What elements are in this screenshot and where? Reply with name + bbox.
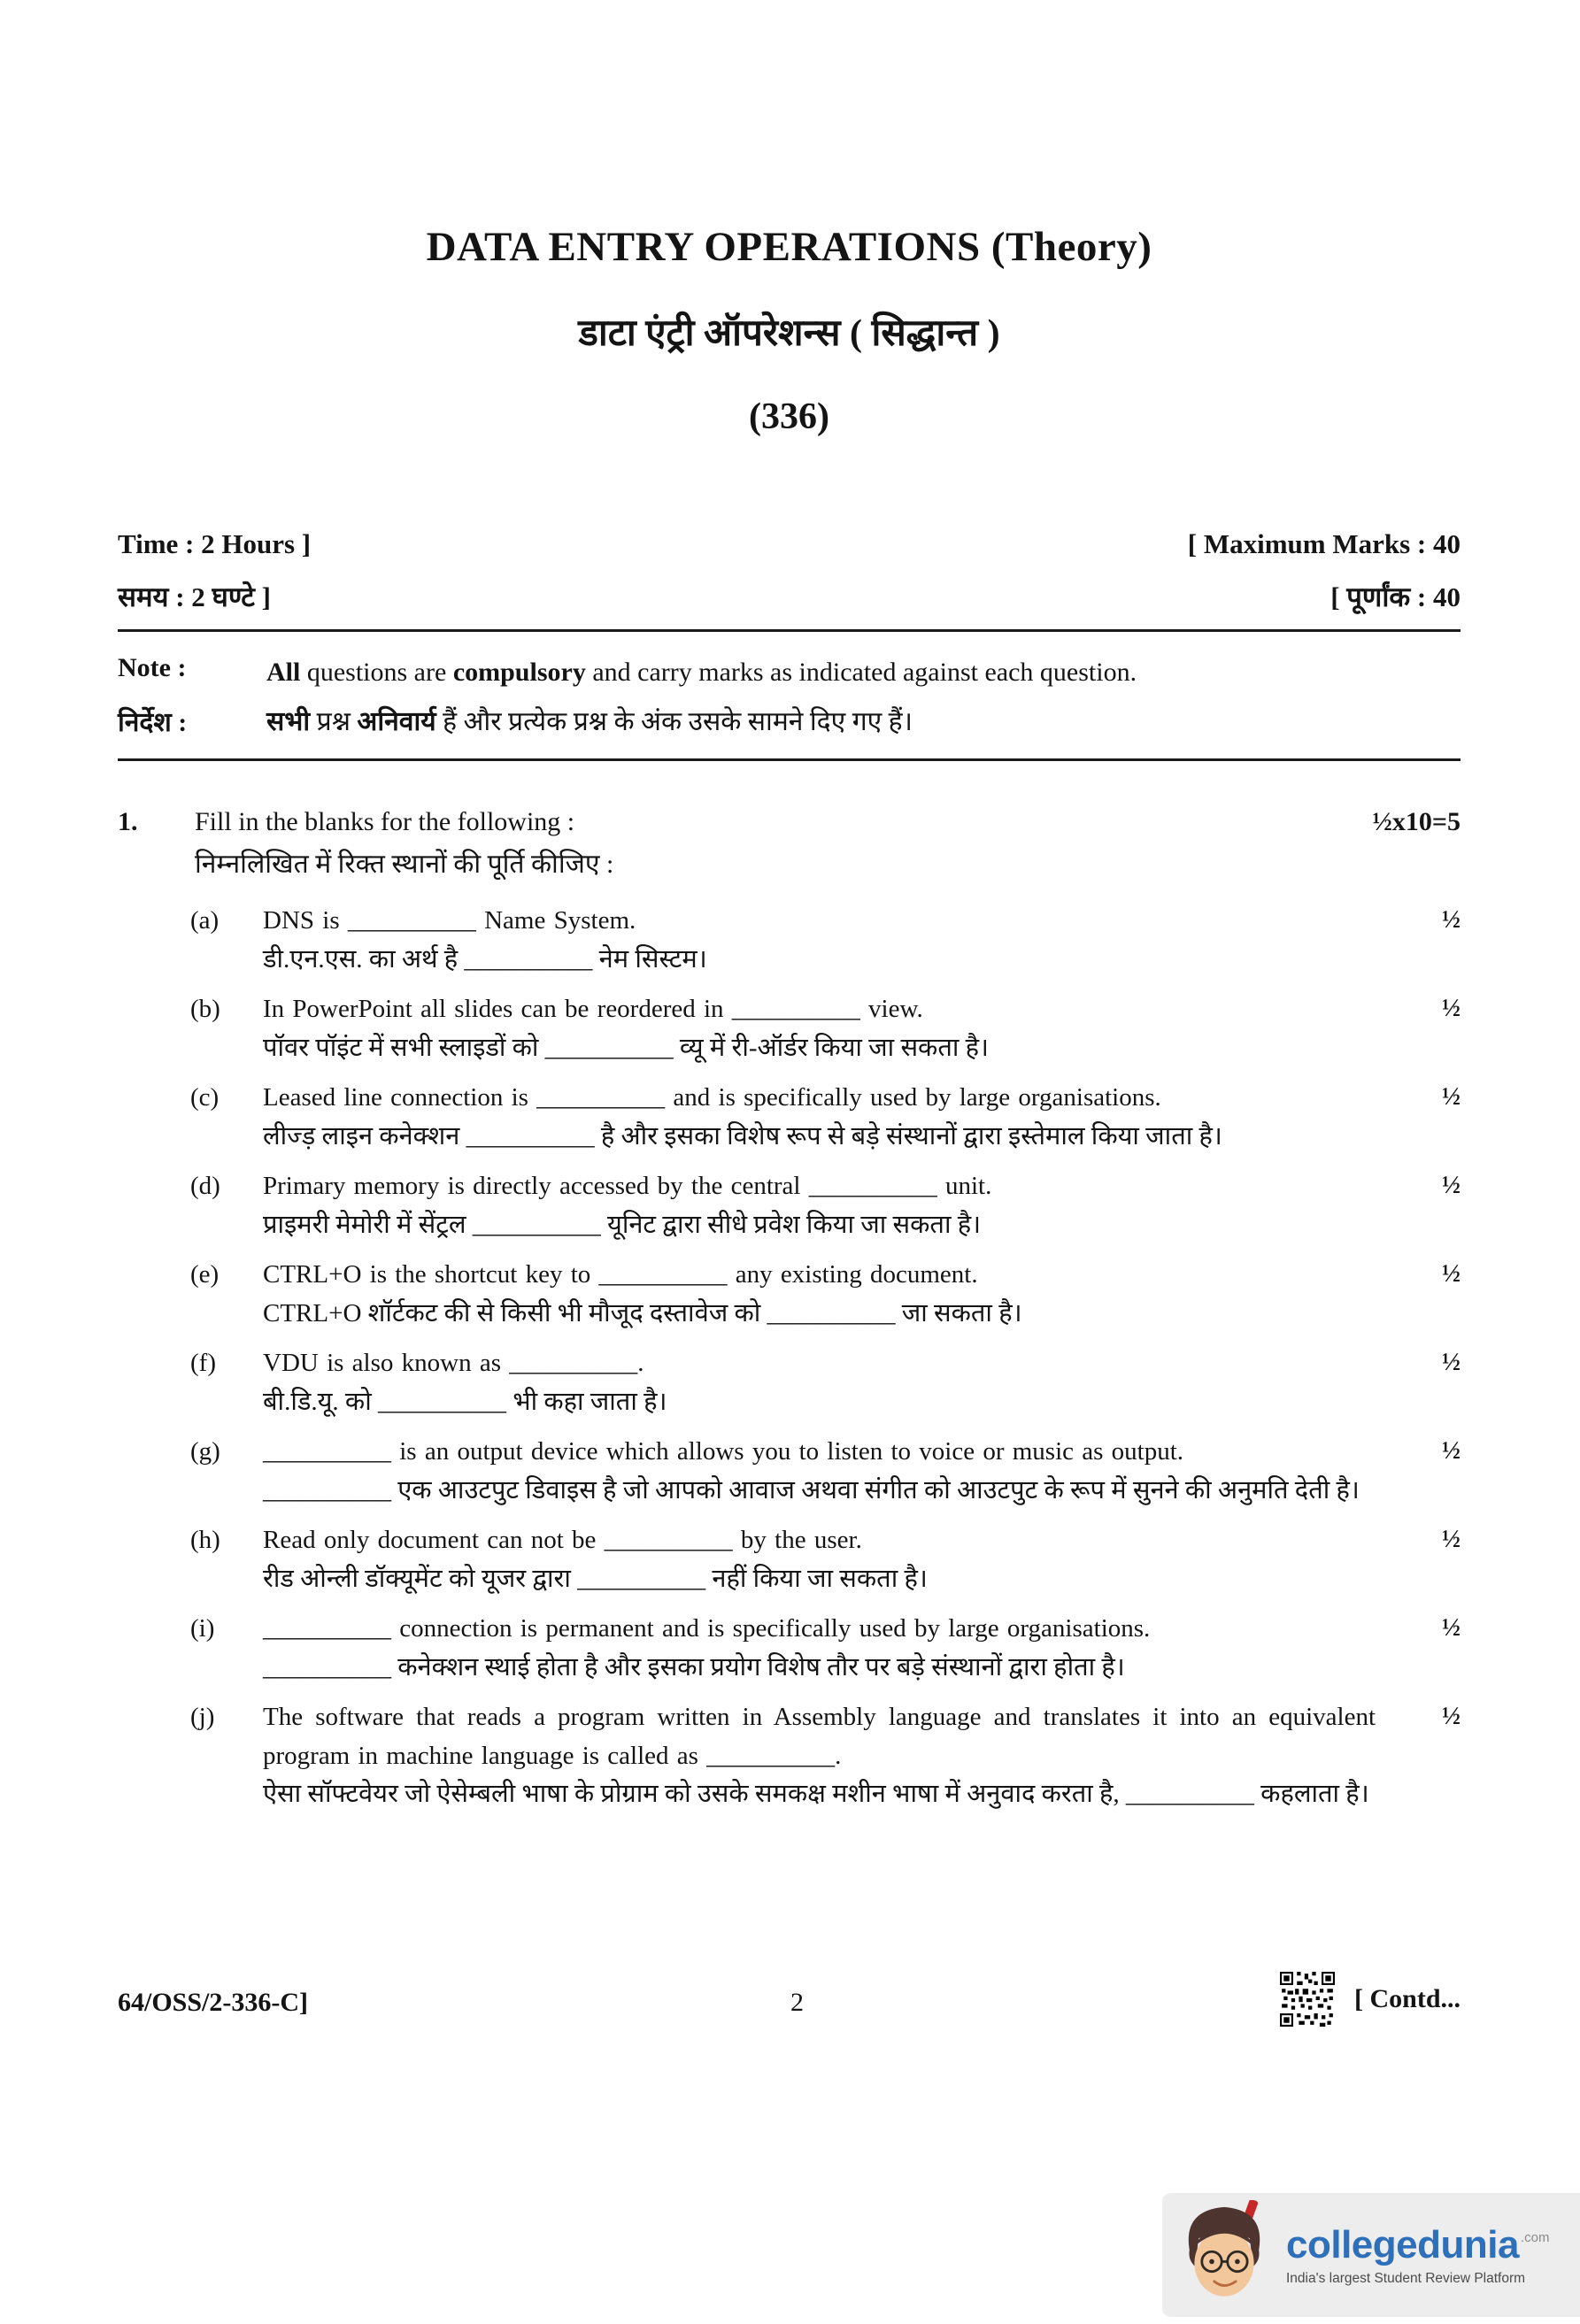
item-text-hi: डी.एन.एस. का अर्थ है __________ नेम सिस्टम। [263,944,707,973]
item-marks: ½ [1442,1260,1461,1288]
paper-code: (336) [749,396,829,437]
collegedunia-watermark [1162,2193,1580,2317]
note-hi-text-1: प्रश्न [310,706,358,736]
item-body [263,1433,1406,1510]
item-text-hi: बी.डि.यू. को __________ भी कहा जाता है। [263,1387,667,1416]
item-text-en: CTRL+O is the shortcut key to __________ any existing document. [263,1260,978,1289]
item-text-hi: ऐसा सॉफ्टवेयर जो ऐसेम्बली भाषा के प्रोग्राम को उसके समकक्ष मशीन भाषा में अनुवाद करता है, __________ कहलाता है। [263,1780,1369,1808]
item-body [263,1079,1406,1156]
item-body [263,1256,1406,1333]
note-label-en: Note : [118,653,187,682]
fill-in-blank-item [190,1079,1461,1156]
item-marks: ½ [1442,1172,1461,1199]
item-body [263,1610,1406,1687]
note-en-bold-1: All [266,658,301,687]
page-footer [118,1972,1461,2043]
item-label: (c) [190,1083,220,1112]
meta-row-hi [118,578,1461,615]
item-text-en: Read only document can not be __________ by the user. [263,1526,862,1554]
item-text-en: The software that reads a program written in Assembly language and translates it into an equivalent program in machine language is called as __________. [263,1703,1376,1770]
item-text-hi: __________ कनेक्शन स्थाई होता है और इसका प्रयोग विशेष तौर पर बड़े संस्थानों द्वारा होता है। [263,1652,1125,1681]
item-marks: ½ [1442,1703,1461,1730]
item-body [263,990,1406,1067]
item-body [263,1698,1406,1814]
meta-row-en [118,528,1461,560]
question-marks: ½x10=5 [1372,807,1461,836]
qr-code-icon [1280,1972,1335,2027]
item-text-en: Leased line connection is __________ and is specifically used by large organisations. [263,1083,1161,1112]
item-body [263,1167,1406,1244]
note-row-hi [118,703,1461,742]
item-label: (h) [190,1526,220,1554]
footer-right-group [1280,1972,1461,2027]
item-text-en: __________ is an output device which allows you to listen to voice or music as output. [263,1437,1184,1466]
item-text-hi: रीड ओन्ली डॉक्यूमेंट को यूजर द्वारा __________ नहीं किया जा सकता है। [263,1564,928,1593]
time-allowed-hi: समय : 2 घण्टे ] [118,581,271,612]
fill-in-blank-item [190,1521,1461,1598]
item-body [263,1521,1406,1598]
question-1-header [118,807,1461,837]
item-marks: ½ [1442,906,1461,934]
question-text-en: Fill in the blanks for the following : [195,807,575,836]
item-text-hi: लीज्ड़ लाइन कनेक्शन __________ है और इसका विशेष रूप से बड़े संस्थानों द्वारा इस्तेमाल किया जाता है। [263,1121,1222,1150]
fill-in-blank-item [190,1167,1461,1244]
page-number: 2 [790,1988,804,2017]
question-number: 1. [118,807,138,836]
brand-logo-suffix: .com [1520,2230,1550,2245]
item-label: (e) [190,1260,220,1289]
max-marks-hi: [ पूर्णांक : 40 [1330,581,1461,612]
note-en-bold-2: compulsory [452,658,586,687]
item-label: (j) [190,1703,215,1731]
item-text-hi: __________ एक आउटपुट डिवाइस है जो आपको आवाज अथवा संगीत को आउटपुट के रूप में सुनने की अनुमति देती है। [263,1475,1360,1504]
item-marks: ½ [1442,1437,1461,1465]
item-text-hi: प्राइमरी मेमोरी में सेंट्रल __________ यूनिट द्वारा सीधे प्रवेश किया जा सकता है। [263,1210,982,1239]
note-row-en [118,653,1461,692]
fill-in-blank-item [190,1698,1461,1814]
item-text-en: In PowerPoint all slides can be reordered in __________ view. [263,995,923,1023]
horizontal-rule-bottom [118,758,1461,761]
item-marks: ½ [1442,995,1461,1022]
item-text-en: Primary memory is directly accessed by the central __________ unit. [263,1172,992,1200]
brand-tagline: India's largest Student Review Platform [1286,2271,1526,2286]
brand-text-block [1286,2223,1549,2287]
note-hi-text-2: हैं और प्रत्येक प्रश्न के अंक उसके सामने दिए गए हैं। [435,706,913,736]
item-marks: ½ [1442,1614,1461,1642]
note-hi-bold-2: अनिवार्य [357,706,436,736]
item-label: (a) [190,906,220,935]
fill-in-blank-item [190,1610,1461,1687]
item-label: (f) [190,1349,216,1377]
item-text-en: __________ connection is permanent and is specifically used by large organisations. [263,1614,1151,1643]
fill-in-blank-item [190,902,1461,979]
note-text-en [266,653,1461,692]
horizontal-rule-top [118,629,1461,632]
mascot-icon [1175,2200,1274,2310]
note-en-text-2: and carry marks as indicated against each question. [585,658,1137,687]
title-block [118,0,1461,438]
item-text-hi: पॉवर पॉइंट में सभी स्लाइडों को __________ व्यू में री-ऑर्डर किया जा सकता है। [263,1033,990,1062]
item-label: (g) [190,1437,220,1466]
paper-reference-code: 64/OSS/2-336-C] [118,1988,309,2017]
item-label: (b) [190,995,220,1023]
fill-in-blank-item [190,1344,1461,1421]
item-text-en: VDU is also known as __________. [263,1349,644,1377]
item-marks: ½ [1442,1349,1461,1376]
fill-in-blank-item [190,990,1461,1067]
item-label: (i) [190,1614,215,1643]
question-items [190,902,1461,1814]
page-content [118,0,1461,1826]
note-text-hi [266,703,1461,742]
item-marks: ½ [1442,1083,1461,1111]
brand-logo-text: collegedunia [1286,2223,1519,2266]
item-text-en: DNS is __________ Name System. [263,906,636,935]
fill-in-blank-item [190,1433,1461,1510]
note-en-text-1: questions are [300,658,453,687]
item-text-hi: CTRL+O शॉर्टकट की से किसी भी मौजूद दस्तावेज को __________ जा सकता है। [263,1298,1022,1327]
paper-title-hi: डाटा एंट्री ऑपरेशन्स ( सिद्धान्त ) [578,313,1000,354]
meta-block [118,528,1461,615]
time-allowed-en: Time : 2 Hours ] [118,528,312,559]
max-marks-en: [ Maximum Marks : 40 [1187,528,1461,559]
question-text-hi: निम्नलिखित में रिक्त स्थानों की पूर्ति कीजिए : [195,850,614,879]
paper-title-en: DATA ENTRY OPERATIONS (Theory) [426,224,1152,270]
item-marks: ½ [1442,1526,1461,1553]
brand-logo-row [1286,2223,1549,2267]
fill-in-blank-item [190,1256,1461,1333]
note-hi-bold-1: सभी [266,706,311,736]
continued-label: [ Contd... [1353,1984,1461,2013]
item-body [263,902,1406,979]
note-label-hi: निर्देश : [118,707,188,737]
item-body [263,1344,1406,1421]
item-label: (d) [190,1172,220,1200]
